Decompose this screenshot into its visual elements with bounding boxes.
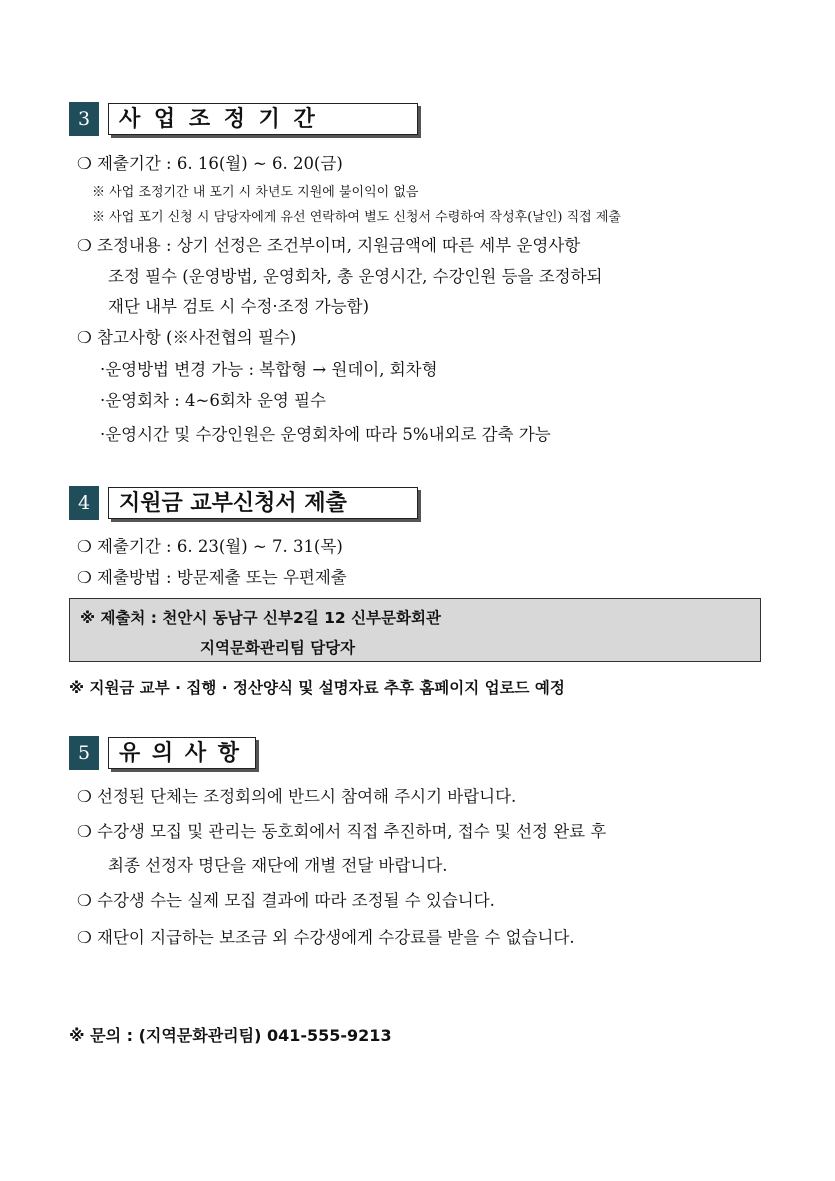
s3-reference-2: ·운영회차 : 4~6회차 운영 필수: [100, 391, 326, 410]
section-5-number: 5: [69, 736, 99, 770]
section-3-number: 3: [69, 102, 99, 136]
s3-reference: ❍ 참고사항 (※사전협의 필수): [77, 328, 297, 347]
submission-recipient: 지역문화관리팀 담당자: [200, 639, 356, 657]
section-4-number: 4: [69, 486, 99, 520]
s4-period: ❍ 제출기간 : 6. 23(월) ~ 7. 31(목): [77, 537, 343, 556]
s4-upload-note: ※ 지원금 교부 · 집행 · 정산양식 및 설명자료 추후 홈페이지 업로드 예정: [69, 679, 565, 697]
section-4-title: 지원금 교부신청서 제출: [108, 487, 418, 519]
section-5-title: 유 의 사 항: [108, 737, 256, 769]
s3-content-3: 재단 내부 검토 시 수정·조정 가능함): [108, 297, 370, 316]
s5-item-2-cont: 최종 선정자 명단을 재단에 개별 전달 바랍니다.: [108, 856, 448, 875]
contact-info: ※ 문의 : (지역문화관리팀) 041-555-9213: [69, 1026, 392, 1045]
s3-period: ❍ 제출기간 : 6. 16(월) ~ 6. 20(금): [77, 154, 343, 173]
s3-reference-1: ·운영방법 변경 가능 : 복합형 → 원데이, 회차형: [100, 360, 438, 379]
s4-method: ❍ 제출방법 : 방문제출 또는 우편제출: [77, 568, 347, 587]
s5-item-1: ❍ 선정된 단체는 조정회의에 반드시 참여해 주시기 바랍니다.: [77, 787, 517, 806]
submission-box: [69, 598, 761, 662]
s3-content-2: 조정 필수 (운영방법, 운영회차, 총 운영시간, 수강인원 등을 조정하되: [108, 267, 603, 286]
s5-item-3: ❍ 수강생 수는 실제 모집 결과에 따라 조정될 수 있습니다.: [77, 891, 495, 910]
s3-content-1: ❍ 조정내용 : 상기 선정은 조건부이며, 지원금액에 따른 세부 운영사항: [77, 236, 581, 255]
section-3-title: 사 업 조 정 기 간: [108, 103, 418, 135]
s5-item-2: ❍ 수강생 모집 및 관리는 동호회에서 직접 추진하며, 접수 및 선정 완료 후: [77, 822, 607, 841]
s5-item-4: ❍ 재단이 지급하는 보조금 외 수강생에게 수강료를 받을 수 없습니다.: [77, 928, 575, 947]
submission-address: ※ 제출처 : 천안시 동남구 신부2길 12 신부문화회관: [80, 609, 441, 627]
s3-reference-3: ·운영시간 및 수강인원은 운영회차에 따라 5%내외로 감축 가능: [100, 425, 551, 444]
s3-note-2: ※ 사업 포기 신청 시 담당자에게 유선 연락하여 별도 신청서 수령하여 작성후(날인) 직접 제출: [92, 210, 621, 225]
s3-note-1: ※ 사업 조정기간 내 포기 시 차년도 지원에 불이익이 없음: [92, 185, 419, 200]
